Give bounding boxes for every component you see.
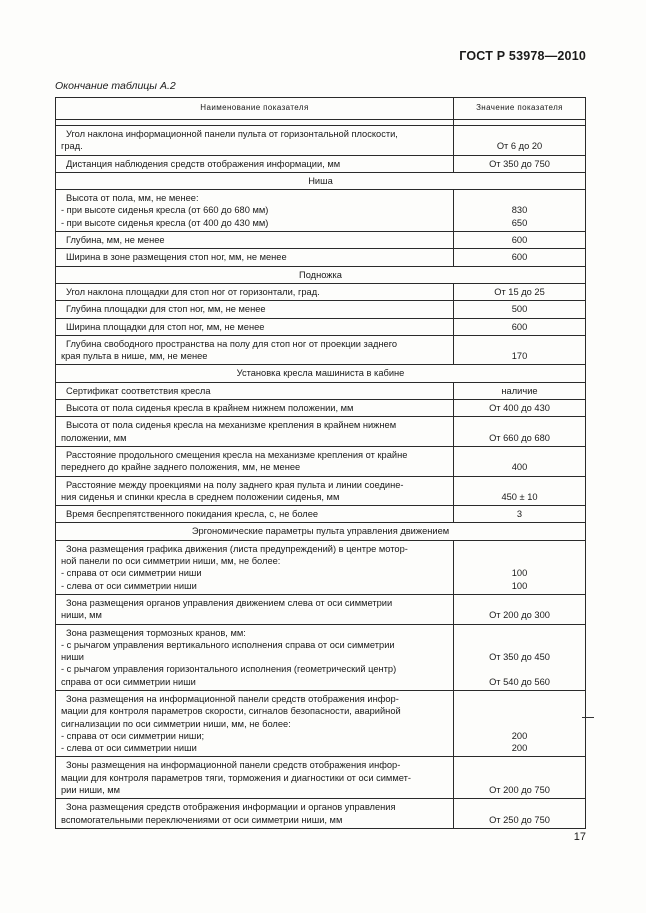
parameter-value-item: 450 ± 10: [501, 491, 538, 502]
parameter-value: [454, 335, 586, 365]
table-section-row: [56, 523, 586, 540]
parameter-name-line: Расстояние продольного смещения кресла на механизме крепления от крайне: [66, 449, 408, 460]
parameter-value: [454, 690, 586, 756]
parameter-value-item: 100: [511, 580, 528, 591]
parameter-name-line: - слева от оси симметрии ниши: [61, 743, 197, 754]
parameter-name-line: мации для контроля параметров тяги, торможения и диагностики от оси симмет-: [61, 772, 411, 783]
parameter-value: [454, 506, 586, 523]
parameter-name-line: Дистанция наблюдения средств отображения информации, мм: [66, 158, 341, 169]
parameter-value-item: 200: [511, 743, 528, 754]
parameter-value: [454, 190, 586, 232]
parameter-name-line: Угол наклона информационной панели пульта от горизонтальной плоскости,: [66, 129, 398, 139]
parameter-name: [56, 232, 454, 249]
parameter-name: [56, 301, 454, 318]
parameter-name: [56, 417, 454, 447]
parameter-value-item: наличие: [501, 385, 538, 396]
parameter-value: [454, 382, 586, 399]
section-title: Установка кресла машиниста в кабине: [56, 365, 586, 382]
table-row: [56, 301, 586, 318]
parameter-value-item: 200: [511, 730, 528, 741]
parameter-value: [454, 594, 586, 624]
parameter-name: [56, 540, 454, 594]
parameter-value-item: 170: [511, 351, 528, 362]
page-number: 17: [573, 831, 586, 843]
table-row: [56, 232, 586, 249]
parameter-name-line: Время беспрепятственного покидания кресла, с, не более: [66, 509, 319, 520]
parameter-value: [454, 624, 586, 690]
parameter-name-line: - слева от оси симметрии ниши: [61, 580, 197, 591]
parameter-value-item: От 200 до 750: [489, 785, 550, 796]
parameter-value: [454, 155, 586, 172]
parameter-name-line: ния сиденья и спинки кресла в среднем положении сиденья, мм: [61, 491, 340, 502]
parameter-name: [56, 400, 454, 417]
parameter-name-line: рии ниши, мм: [61, 785, 121, 796]
parameters-table: [55, 97, 586, 829]
table-row: [56, 476, 586, 506]
parameter-value-item: 3: [516, 509, 523, 520]
parameter-name-line: Зона размещения на информационной панели средств отображения инфор-: [66, 693, 399, 704]
parameter-name-line: мации для контроля параметров скорости, сигналов безопасности, аварийной: [61, 706, 401, 717]
parameter-value-item: От 350 до 750: [489, 158, 550, 169]
parameter-value: [454, 232, 586, 249]
parameter-value: [454, 126, 586, 156]
parameter-name-line: Угол наклона площадки для стоп ног от горизонтали, град.: [66, 286, 320, 297]
parameter-name-line: - при высоте сиденья кресла (от 400 до 430 мм): [61, 217, 269, 228]
parameter-value: [454, 318, 586, 335]
parameter-name-line: ной панели по оси симметрии ниши, мм, не более:: [61, 556, 281, 567]
parameter-name-line: ниши, мм: [61, 610, 102, 621]
parameter-name-line: - при высоте сиденья кресла (от 660 до 680 мм): [61, 205, 269, 216]
parameter-name: [56, 690, 454, 756]
section-title: Эргономические параметры пульта управления движением: [56, 523, 586, 540]
parameter-value-item: От 350 до 450: [489, 652, 550, 663]
parameter-value: [454, 283, 586, 300]
parameter-name: [56, 335, 454, 365]
table-row: [56, 155, 586, 172]
table-section-row: [56, 365, 586, 382]
parameter-name-line: положении, мм: [61, 432, 127, 443]
parameter-name-line: справа от оси симметрии ниши: [61, 676, 196, 687]
table-row: [56, 540, 586, 594]
table-row: [56, 190, 586, 232]
parameter-value-item: 600: [511, 321, 528, 332]
parameter-name-line: Зона размещения средств отображения информации и органов управления: [66, 802, 396, 813]
parameter-value-item: 830: [511, 205, 528, 216]
parameter-name: [56, 799, 454, 829]
section-title: Подножка: [56, 266, 586, 283]
parameter-name-line: - с рычагом управления вертикального исполнения справа от оси симметрии: [61, 639, 395, 650]
table-row: [56, 799, 586, 829]
parameter-name-line: Зона размещения графика движения (листа предупреждений) в центре мотор-: [66, 543, 408, 554]
value-spacer: [458, 663, 581, 675]
column-header-value: Значение показателя: [454, 98, 586, 120]
parameter-name: [56, 624, 454, 690]
parameter-value-item: От 540 до 560: [489, 676, 550, 687]
parameter-name-line: Высота от пола, мм, не менее:: [66, 193, 199, 204]
parameter-value: [454, 757, 586, 799]
parameter-value-item: 600: [511, 235, 528, 246]
parameter-value: [454, 446, 586, 476]
section-title: Ниша: [56, 172, 586, 189]
parameter-value-item: 650: [511, 217, 528, 228]
parameter-name-line: Зона размещения тормозных кранов, мм:: [66, 627, 246, 638]
table-row: [56, 624, 586, 690]
parameter-value-item: От 15 до 25: [494, 286, 545, 297]
table-section-row: [56, 266, 586, 283]
parameter-value: [454, 799, 586, 829]
table-row: [56, 400, 586, 417]
table-row: [56, 335, 586, 365]
parameter-value: [454, 301, 586, 318]
table-row: [56, 249, 586, 266]
table-row: [56, 126, 586, 156]
parameter-name-line: Высота от пола сиденья кресла в крайнем нижнем положении, мм: [66, 403, 354, 414]
parameter-value-item: От 660 до 680: [489, 432, 550, 443]
parameter-name: [56, 190, 454, 232]
parameter-name-line: град.: [61, 141, 83, 152]
table-row: [56, 318, 586, 335]
table-row: [56, 446, 586, 476]
parameter-name: [56, 757, 454, 799]
table-row: [56, 283, 586, 300]
table-row: [56, 690, 586, 756]
table-caption: Окончание таблицы А.2: [55, 80, 176, 92]
parameter-name-line: края пульта в нише, мм, не менее: [61, 351, 208, 362]
parameter-name: [56, 283, 454, 300]
table-row: [56, 382, 586, 399]
table-row: [56, 757, 586, 799]
parameter-name: [56, 446, 454, 476]
parameter-name-line: Ширина в зоне размещения стоп ног, мм, не менее: [66, 252, 287, 263]
parameter-name: [56, 155, 454, 172]
parameter-name: [56, 126, 454, 156]
parameter-name-line: Зона размещения органов управления движением слева от оси симметрии: [66, 597, 393, 608]
parameter-name-line: - справа от оси симметрии ниши: [61, 568, 202, 579]
parameter-name-line: Ширина площадки для стоп ног, мм, не менее: [66, 321, 265, 332]
parameter-name-line: сигнализации по оси симметрии ниши, мм, не более:: [61, 718, 291, 729]
standard-designation: ГОСТ Р 53978—2010: [459, 49, 586, 63]
parameter-value-item: 500: [511, 304, 528, 315]
parameter-name: [56, 249, 454, 266]
parameter-name-line: - с рычагом управления горизонтального исполнения (геометрический центр): [61, 664, 397, 675]
parameter-name: [56, 476, 454, 506]
parameter-name-line: Глубина свободного пространства на полу для стоп ног от проекции заднего: [66, 338, 398, 349]
parameter-value-item: 400: [511, 462, 528, 473]
parameter-name: [56, 506, 454, 523]
parameter-name: [56, 594, 454, 624]
column-header-name: Наименование показателя: [56, 98, 454, 120]
parameter-name-line: вспомогательными переключениями от оси симметрии ниши, мм: [61, 814, 343, 825]
parameter-name-line: Высота от пола сиденья кресла на механизме крепления в крайнем нижнем: [66, 420, 397, 431]
parameter-value: [454, 540, 586, 594]
parameter-value: [454, 249, 586, 266]
table-section-row: [56, 172, 586, 189]
parameter-value-item: От 200 до 300: [489, 610, 550, 621]
parameter-name-line: Сертификат соответствия кресла: [66, 385, 211, 396]
parameter-value-item: От 400 до 430: [489, 403, 550, 414]
table-row: [56, 417, 586, 447]
parameter-value: [454, 417, 586, 447]
parameter-name: [56, 382, 454, 399]
table-row: [56, 506, 586, 523]
table-row: [56, 594, 586, 624]
parameter-name-line: переднего до крайне заднего положения, мм, не менее: [61, 462, 301, 473]
margin-mark: [582, 717, 594, 718]
parameter-value-item: От 250 до 750: [489, 814, 550, 825]
parameter-value-item: От 6 до 20: [496, 141, 543, 152]
parameter-value: [454, 400, 586, 417]
table-header-row: [56, 98, 586, 120]
parameter-name-line: Зоны размещения на информационной панели средств отображения инфор-: [66, 760, 401, 771]
parameter-value-item: 600: [511, 252, 528, 263]
parameter-name-line: Расстояние между проекциями на полу заднего края пульта и линии соедине-: [66, 479, 404, 490]
parameter-value: [454, 476, 586, 506]
parameter-name-line: ниши: [61, 652, 84, 663]
parameter-name: [56, 318, 454, 335]
parameter-name-line: Глубина, мм, не менее: [66, 235, 165, 246]
parameter-name-line: - справа от оси симметрии ниши;: [61, 730, 205, 741]
parameter-name-line: Глубина площадки для стоп ног, мм, не менее: [66, 304, 266, 315]
parameter-value-item: 100: [511, 568, 528, 579]
